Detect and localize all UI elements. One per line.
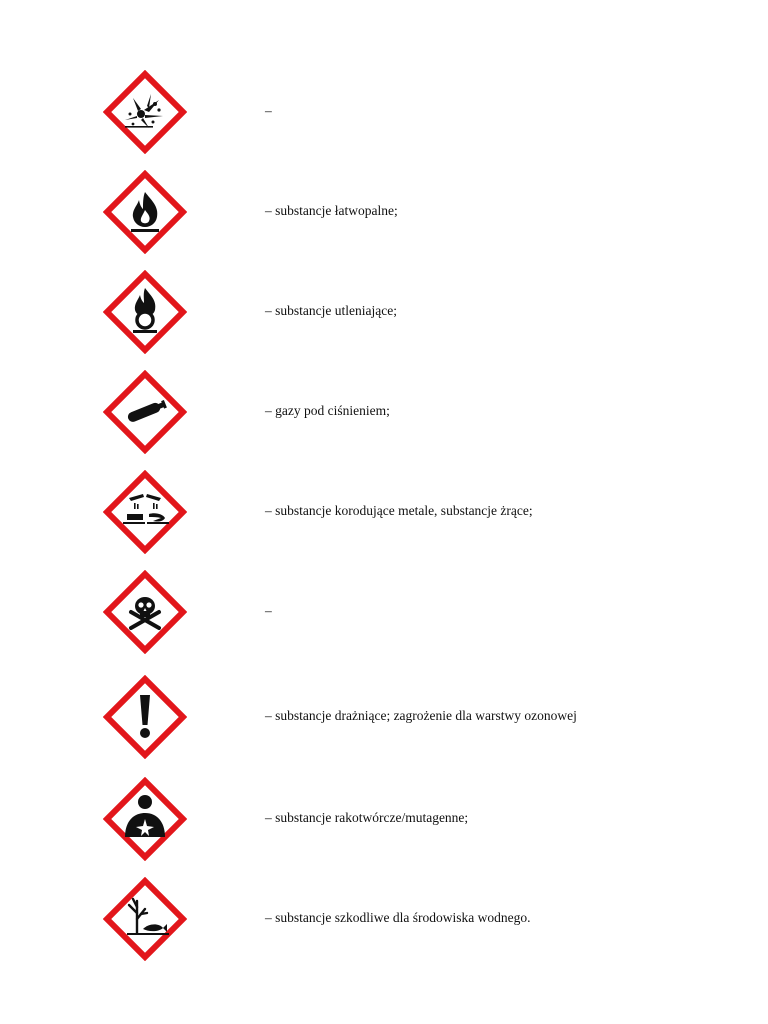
hazard-row-flammable — [0, 170, 768, 260]
hazard-row-toxic — [0, 570, 768, 660]
hazard-description: – substancje łatwopalne; — [265, 203, 398, 218]
hazard-row-environment — [0, 877, 768, 967]
flame-over-circle-icon — [103, 270, 187, 354]
health-hazard-icon — [103, 777, 187, 861]
exploding-bomb-icon — [103, 70, 187, 154]
exclamation-mark-icon — [103, 675, 187, 759]
flame-icon — [103, 170, 187, 254]
hazard-description: – — [265, 103, 272, 118]
hazard-description: – gazy pod ciśnieniem; — [265, 403, 390, 418]
hazard-description: – substancje drażniące; zagrożenie dla warstwy ozonowej — [265, 708, 577, 723]
corrosion-icon — [103, 470, 187, 554]
hazard-row-corrosive — [0, 470, 768, 560]
hazard-description: – substancje rakotwórcze/mutagenne; — [265, 810, 469, 825]
hazard-row-health — [0, 777, 768, 867]
hazard-row-oxidizing — [0, 270, 768, 360]
hazard-row-explosive — [0, 70, 768, 160]
hazard-row-gas-pressure — [0, 370, 768, 460]
skull-crossbones-icon — [103, 570, 187, 654]
gas-cylinder-icon — [103, 370, 187, 454]
hazard-description: – — [265, 603, 272, 618]
environment-icon — [103, 877, 187, 961]
hazard-description: – substancje szkodliwe dla środowiska wodnego. — [265, 910, 531, 925]
hazard-description: – substancje korodujące metale, substancje żrące; — [265, 503, 533, 518]
hazard-row-irritant — [0, 675, 768, 765]
hazard-description: – substancje utleniające; — [265, 303, 397, 318]
